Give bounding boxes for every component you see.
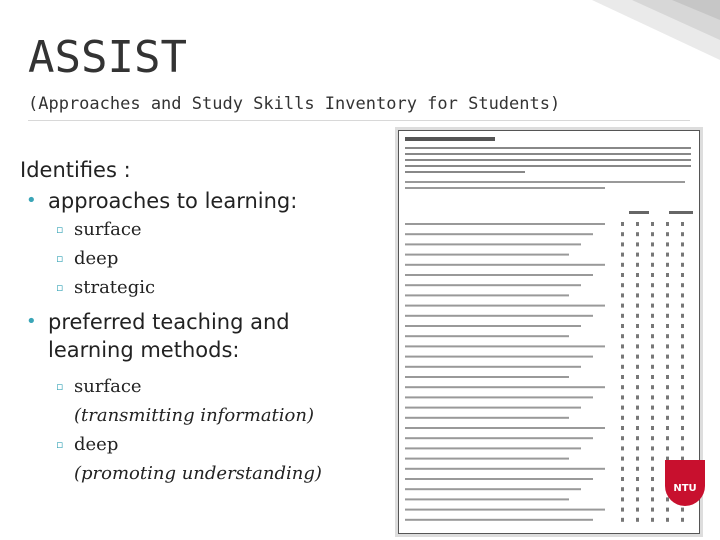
questionnaire-row [405, 407, 581, 409]
rating-digit [621, 518, 624, 522]
rating-digit [636, 375, 639, 379]
rating-digit [651, 304, 654, 308]
rating-digit [651, 344, 654, 348]
sub-bullet-deep-teaching [20, 430, 380, 488]
rating-digit [651, 334, 654, 338]
rating-digit [636, 477, 639, 481]
rating-digit [621, 283, 624, 287]
rating-digit [666, 436, 669, 440]
rating-digit [636, 253, 639, 257]
rating-digit [666, 334, 669, 338]
questionnaire-row [405, 264, 605, 266]
slide-body [20, 155, 380, 488]
rating-digit [666, 365, 669, 369]
rating-digit [651, 477, 654, 481]
rating-digit [621, 222, 624, 226]
questionnaire-row [405, 315, 593, 317]
rating-digit [621, 253, 624, 257]
rating-digit [636, 487, 639, 491]
rating-digit [621, 355, 624, 359]
questionnaire-row [405, 366, 581, 368]
questionnaire-row [405, 468, 605, 470]
rating-digit [636, 263, 639, 267]
sub-bullet-surface [20, 215, 380, 244]
rating-digit [636, 518, 639, 522]
bullet-dot-icon: • [26, 190, 37, 211]
rating-digit [681, 293, 684, 297]
sub-bullet-strategic [20, 273, 380, 302]
rating-digit [636, 242, 639, 246]
rating-digit [681, 385, 684, 389]
rating-digit [621, 416, 624, 420]
rating-digit [681, 232, 684, 236]
rating-digit [621, 406, 624, 410]
questionnaire-row [405, 478, 593, 480]
rating-digit [666, 283, 669, 287]
sub-bullet-label: deep [74, 434, 119, 455]
rating-digit [681, 324, 684, 328]
slide-title: ASSIST [28, 32, 187, 83]
rating-digit [621, 385, 624, 389]
rating-digit [636, 385, 639, 389]
sub-bullet-label: strategic [74, 277, 156, 298]
rating-digit [666, 508, 669, 512]
questionnaire-row [405, 254, 569, 256]
rating-digit [666, 355, 669, 359]
rating-digit [621, 508, 624, 512]
rating-digit [636, 324, 639, 328]
rating-digit [681, 355, 684, 359]
rating-digit [681, 365, 684, 369]
rating-digit [651, 242, 654, 246]
rating-digit [636, 457, 639, 461]
rating-digit [621, 487, 624, 491]
questionnaire-row [405, 437, 593, 439]
square-bullet-icon: ▫ [56, 438, 64, 451]
rating-digit [651, 222, 654, 226]
rating-digit [681, 222, 684, 226]
rating-digit [666, 242, 669, 246]
sub-bullet-label: surface [74, 219, 142, 240]
rating-digit [651, 406, 654, 410]
questionnaire-row [405, 417, 569, 419]
rating-digit [621, 375, 624, 379]
rating-digit [621, 477, 624, 481]
rating-digit [651, 283, 654, 287]
rating-digit [681, 395, 684, 399]
bullet-label: approaches to learning: [48, 189, 298, 213]
rating-digit [651, 365, 654, 369]
sub-bullet-surface-teaching [20, 372, 380, 430]
questionnaire-row [405, 509, 605, 511]
sub-bullet-note: (promoting understanding) [74, 463, 322, 484]
sub-bullet-deep [20, 244, 380, 273]
rating-digit [636, 446, 639, 450]
questionnaire-row [405, 498, 569, 500]
rating-digit [621, 436, 624, 440]
rating-digit [651, 457, 654, 461]
questionnaire-scan-icon [399, 131, 699, 533]
questionnaire-row [405, 356, 593, 358]
rating-digit [651, 416, 654, 420]
rating-digit [681, 375, 684, 379]
rating-digit [621, 263, 624, 267]
rating-digit [666, 232, 669, 236]
rating-digit [681, 283, 684, 287]
rating-digit [666, 324, 669, 328]
rating-digit [621, 344, 624, 348]
rating-digit [666, 406, 669, 410]
rating-digit [621, 304, 624, 308]
bullet-dot-icon: • [26, 311, 37, 332]
logo-text: NTU [673, 483, 697, 494]
questionnaire-row [405, 335, 569, 337]
rating-digit [651, 497, 654, 501]
questionnaire-row [405, 386, 605, 388]
rating-digit [666, 426, 669, 430]
rating-digit [666, 385, 669, 389]
rating-digit [636, 467, 639, 471]
rating-digit [681, 508, 684, 512]
questionnaire-row [405, 233, 593, 235]
rating-digit [681, 253, 684, 257]
rating-digit [621, 446, 624, 450]
rating-digit [651, 232, 654, 236]
sub-bullet-label: deep [74, 248, 119, 269]
questionnaire-row [405, 376, 569, 378]
rating-digit [681, 304, 684, 308]
rating-digit [681, 446, 684, 450]
questionnaire-row [405, 274, 593, 276]
rating-digit [636, 304, 639, 308]
rating-digit [621, 457, 624, 461]
questionnaire-row [405, 396, 593, 398]
rating-digit [651, 273, 654, 277]
rating-digit [651, 324, 654, 328]
rating-digit [621, 365, 624, 369]
rating-digit [636, 365, 639, 369]
rating-digit [636, 395, 639, 399]
bullet-teaching-methods [20, 308, 368, 364]
rating-digit [621, 314, 624, 318]
questionnaire-row [405, 284, 581, 286]
rating-digit [621, 395, 624, 399]
slide-subtitle: (Approaches and Study Skills Inventory for Students) [28, 94, 561, 114]
rating-digit [651, 253, 654, 257]
rating-digit [636, 293, 639, 297]
rating-digit [666, 375, 669, 379]
rating-digit [636, 508, 639, 512]
rating-digit [681, 242, 684, 246]
rating-digit [621, 334, 624, 338]
rating-digit [681, 518, 684, 522]
rating-digit [681, 436, 684, 440]
identifies-label: Identifies : [20, 158, 131, 182]
rating-digit [666, 416, 669, 420]
rating-digit [666, 253, 669, 257]
rating-digit [681, 416, 684, 420]
rating-digit [651, 355, 654, 359]
rating-digit [681, 314, 684, 318]
corner-decoration [592, 0, 720, 60]
rating-digit [651, 436, 654, 440]
rating-digit [621, 273, 624, 277]
sub-bullet-note: (transmitting information) [74, 405, 315, 426]
rating-digit [621, 293, 624, 297]
rating-digit [651, 487, 654, 491]
rating-digit [651, 426, 654, 430]
questionnaire-row [405, 223, 605, 225]
rating-digit [651, 467, 654, 471]
rating-digit [636, 426, 639, 430]
rating-digit [636, 222, 639, 226]
rating-digit [636, 283, 639, 287]
rating-digit [666, 446, 669, 450]
rating-digit [651, 314, 654, 318]
bullet-approaches [20, 187, 380, 215]
rating-digit [666, 273, 669, 277]
questionnaire-row [405, 458, 569, 460]
rating-digit [681, 263, 684, 267]
rating-digit [636, 273, 639, 277]
rating-digit [666, 263, 669, 267]
rating-digit [666, 518, 669, 522]
rating-digit [636, 344, 639, 348]
sub-bullet-label: surface [74, 376, 142, 397]
rating-digit [621, 497, 624, 501]
rating-digit [681, 334, 684, 338]
rating-digit [621, 232, 624, 236]
rating-digit [666, 344, 669, 348]
rating-digit [666, 395, 669, 399]
rating-digit [651, 293, 654, 297]
rating-digit [636, 416, 639, 420]
questionnaire-row [405, 325, 581, 327]
rating-digit [636, 334, 639, 338]
rating-digit [636, 314, 639, 318]
rating-digit [636, 355, 639, 359]
rating-digit [651, 395, 654, 399]
ntu-logo [665, 460, 705, 506]
rating-digit [666, 222, 669, 226]
rating-digit [666, 314, 669, 318]
square-bullet-icon: ▫ [56, 380, 64, 393]
square-bullet-icon: ▫ [56, 252, 64, 265]
rating-digit [651, 518, 654, 522]
questionnaire-image [398, 130, 700, 534]
rating-digit [681, 344, 684, 348]
questionnaire-row [405, 294, 569, 296]
rating-digit [621, 467, 624, 471]
rating-digit [636, 406, 639, 410]
rating-digit [651, 263, 654, 267]
title-divider [28, 120, 690, 121]
rating-digit [681, 273, 684, 277]
rating-digit [666, 304, 669, 308]
rating-digit [651, 508, 654, 512]
questionnaire-row [405, 427, 605, 429]
bullet-label: preferred teaching and learning methods: [48, 310, 290, 362]
rating-digit [651, 375, 654, 379]
questionnaire-row [405, 243, 581, 245]
rating-digit [666, 293, 669, 297]
rating-digit [621, 242, 624, 246]
rating-digit [681, 426, 684, 430]
questionnaire-row [405, 488, 581, 490]
rating-digit [621, 324, 624, 328]
rating-digit [636, 232, 639, 236]
rating-digit [621, 426, 624, 430]
questionnaire-row [405, 305, 605, 307]
square-bullet-icon: ▫ [56, 223, 64, 236]
questionnaire-row [405, 447, 581, 449]
rating-digit [651, 446, 654, 450]
rating-digit [651, 385, 654, 389]
rating-digit [636, 436, 639, 440]
square-bullet-icon: ▫ [56, 281, 64, 294]
rating-digit [636, 497, 639, 501]
rating-digit [681, 406, 684, 410]
questionnaire-row [405, 345, 605, 347]
questionnaire-row [405, 519, 593, 521]
